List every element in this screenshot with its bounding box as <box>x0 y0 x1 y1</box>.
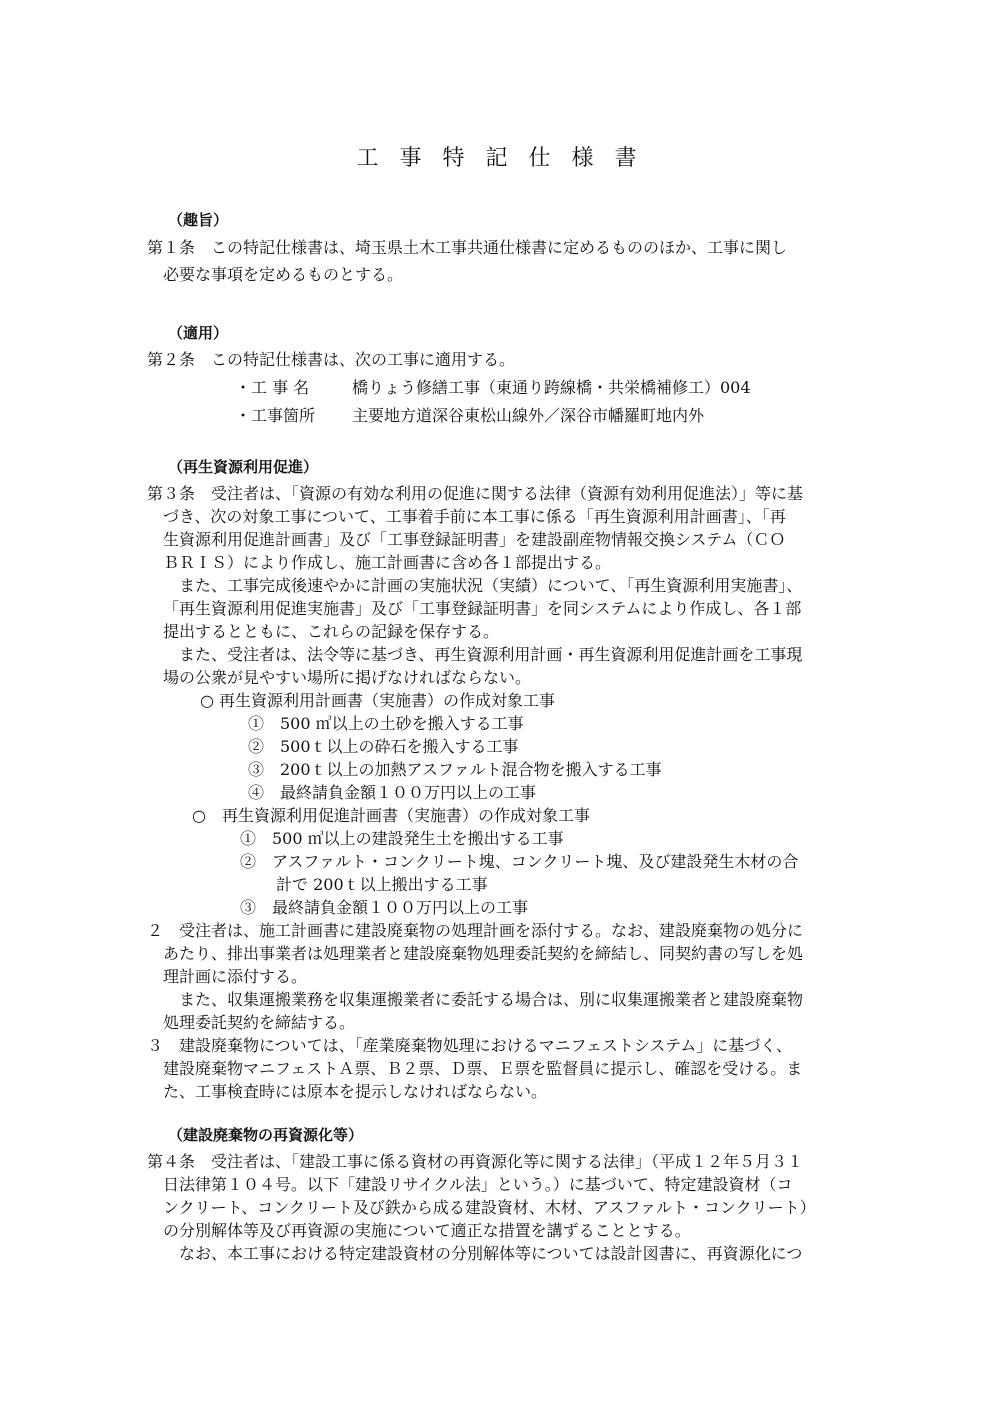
article-4-line: 第４条 受注者は、「建設工事に係る資材の再資源化等に関する法律」（平成１２年５月３１ <box>147 1152 804 1171</box>
article-4-line: なお、本工事における特定建設資材の分別解体等については設計図書に、再資源化につ <box>163 1244 803 1263</box>
work-place-label: ・工事箇所 <box>235 406 316 425</box>
article-3-line: また、工事完成後速やかに計画の実施状況（実績）について、「再生資源利用実施書」、 <box>163 576 803 595</box>
article-1-line-2: 必要な事項を定めるものとする。 <box>163 265 404 284</box>
list-item: ① 500 ㎥以上の土砂を搬入する工事 <box>248 714 524 733</box>
article-3-para-2: ２ 受注者は、施工計画書に建設廃棄物の処理計画を添付する。なお、建設廃棄物の処分に <box>147 921 804 940</box>
list-item: ③ 200ｔ以上の加熱アスファルト混合物を搬入する工事 <box>248 760 662 779</box>
article-3-line: 生資源利用促進計画書」及び「工事登録証明書」を建設副産物情報交換システム（ＣＯ <box>163 530 786 549</box>
article-3-para-2: また、収集運搬業務を収集運搬業者に委託する場合は、別に収集運搬業者と建設廃棄物 <box>163 990 804 1009</box>
list-item: ② 500ｔ以上の砕石を搬入する工事 <box>248 737 519 756</box>
article-3-para-2: 処理委託契約を締結する。 <box>163 1013 356 1032</box>
list-item: ④ 最終請負金額１００万円以上の工事 <box>248 783 537 802</box>
section-heading-recycled-resources: （再生資源利用促進） <box>168 458 319 476</box>
article-3-line: 場の公衆が見やすい場所に掲げなければならない。 <box>163 668 532 687</box>
section-heading-waste-recycling: （建設廃棄物の再資源化等） <box>168 1126 364 1144</box>
document-title: 工 事 特 記 仕 様 書 <box>356 146 644 171</box>
article-3-line: 提出するとともに、これらの記録を保存する。 <box>163 622 500 641</box>
work-name-value: 橋りょう修繕工事（東通り跨線橋・共栄橋補修工）004 <box>352 378 751 397</box>
list-item: ② アスファルト・コンクリート塊、コンクリート塊、及び建設発生木材の合 <box>240 852 799 871</box>
article-1-line-1: 第１条 この特記仕様書は、埼玉県土木工事共通仕様書に定めるもののほか、工事に関し <box>147 238 788 257</box>
list-item: ① 500 ㎥以上の建設発生土を搬出する工事 <box>240 829 564 848</box>
article-3-line: づき、次の対象工事について、工事着手前に本工事に係る「再生資源利用計画書」、「再 <box>163 507 786 526</box>
list-item-continued: 計で 200ｔ以上搬出する工事 <box>276 875 488 894</box>
list-heading-promotion-plan: ○ 再生資源利用促進計画書（実施書）の作成対象工事 <box>192 806 590 825</box>
section-heading-purpose: （趣旨） <box>168 211 229 229</box>
list-heading-usage-plan: ○ 再生資源利用計画書（実施書）の作成対象工事 <box>200 691 556 710</box>
article-3-para-3: た、工事検査時には原本を提示しなければならない。 <box>163 1082 548 1101</box>
work-place-value: 主要地方道深谷東松山線外／深谷市幡羅町地内外 <box>352 406 705 425</box>
article-2-line-1: 第２条 この特記仕様書は、次の工事に適用する。 <box>147 350 516 369</box>
article-4-line: 日法律第１０４号。以下「建設リサイクル法」という。）に基づいて、特定建設資材（コ <box>163 1175 793 1194</box>
article-4-line: ンクリート、コンクリート及び鉄から成る建設資材、木材、アスファルト・コンクリート） <box>163 1198 816 1217</box>
article-3-line: また、受注者は、法令等に基づき、再生資源利用計画・再生資源利用促進計画を工事現 <box>163 645 803 664</box>
article-3-line: ＢＲＩＳ）により作成し、施工計画書に含め各１部提出する。 <box>163 553 612 572</box>
article-3-para-2: あたり、排出事業者は処理業者と建設廃棄物処理委託契約を締結し、同契約書の写しを処 <box>163 944 804 963</box>
article-3-line: 「再生資源利用促進実施書」及び「工事登録証明書」を同システムにより作成し、各１部 <box>163 599 802 618</box>
work-name-label: ・工 事 名 <box>235 378 310 397</box>
section-heading-application: （適用） <box>168 324 229 342</box>
article-3-para-2: 理計画に添付する。 <box>163 967 308 986</box>
article-3-line: 第３条 受注者は、「資源の有効な利用の促進に関する法律（資源有効利用促進法）」等に基 <box>147 484 804 503</box>
list-item: ③ 最終請負金額１００万円以上の工事 <box>240 898 529 917</box>
article-3-para-3: 建設廃棄物マニフェストＡ票、Ｂ２票、Ｄ票、Ｅ票を監督員に提示し、確認を受ける。ま <box>163 1059 803 1078</box>
article-4-line: の分別解体等及び再資源の実施について適正な措置を講ずることとする。 <box>163 1221 691 1240</box>
article-3-para-3: ３ 建設廃棄物については、「産業廃棄物処理におけるマニフェストシステム」に基づく、 <box>147 1036 792 1055</box>
